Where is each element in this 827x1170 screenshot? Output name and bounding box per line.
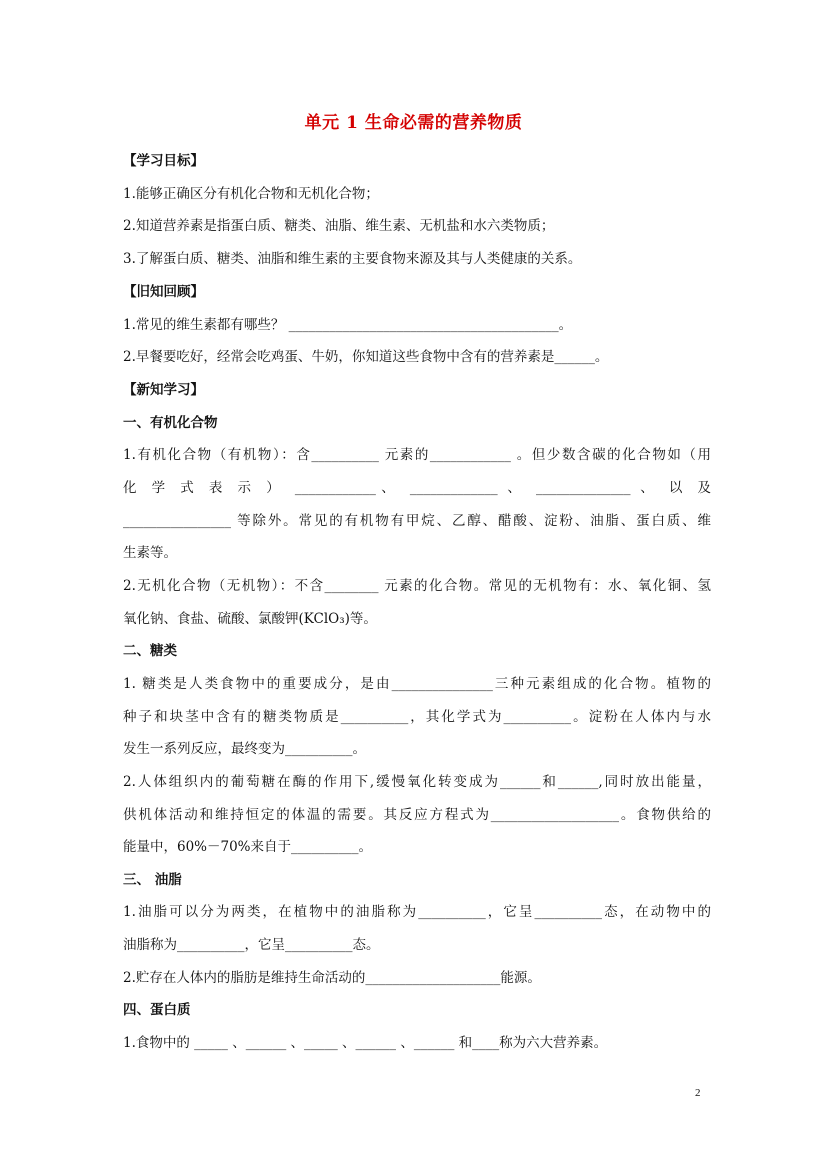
fats-paragraph-line-1: 1.油脂可以分为两类，在植物中的油脂称为__________，它呈__________态，在动物中的 — [123, 904, 711, 920]
fats-paragraph-2: 2.贮存在人体内的脂肪是维持生命活动的____________________能源。 — [123, 970, 541, 986]
protein-paragraph-1: 1.食物中的 _____ 、______ 、_____ 、______ 、______ 和____称为六大营养素。 — [123, 1035, 608, 1051]
subsection-sugars: 二、糖类 — [123, 643, 177, 659]
fats-paragraph-line-2: 油脂称为__________，它呈__________态。 — [123, 937, 380, 953]
section-heading-objectives: 【学习目标】 — [123, 153, 204, 169]
review-question-1: 1.常见的维生素都有哪些？ ________________________________________。 — [123, 317, 573, 333]
page-title: 单元 1 生命必需的营养物质 — [304, 113, 523, 133]
organic-paragraph-line-2: 化 学 式 表 示 ） ____________、 _____________ 、 ______________ 、 以 及 — [123, 480, 711, 496]
inorganic-paragraph-line-1: 2.无机化合物（无机物）：不含________ 元素的化合物。常见的无机物有：水、氧化铜、氢 — [123, 578, 711, 594]
subsection-fats: 三、 油脂 — [123, 872, 182, 888]
objective-3: 3.了解蛋白质、糖类、油脂和维生素的主要食物来源及其与人类健康的关系。 — [123, 251, 582, 267]
sugars-paragraph-line-1: 1. 糖类是人类食物中的重要成分，是由_______________三种元素组成的化合物。植物的 — [123, 676, 711, 692]
subsection-protein: 四、蛋白质 — [123, 1002, 191, 1018]
review-question-2: 2.早餐要吃好，经常会吃鸡蛋、牛奶，你知道这些食物中含有的营养素是______。 — [123, 349, 609, 365]
sugars-paragraph-line-2: 种子和块茎中含有的糖类物质是__________，其化学式为__________。淀粉在人体内与水 — [123, 709, 711, 725]
objective-1: 1.能够正确区分有机化合物和无机化合物； — [123, 186, 379, 202]
section-heading-new-learning: 【新知学习】 — [123, 382, 204, 398]
glucose-paragraph-line-3: 能量中，60%－70%来自于__________。 — [123, 839, 373, 855]
inorganic-paragraph-line-2: 氧化钠、食盐、硫酸、氯酸钾(KClO₃)等。 — [123, 611, 377, 627]
organic-paragraph-line-1: 1.有机化合物（有机物）：含__________ 元素的____________ 。但少数含碳的化合物如（用 — [123, 447, 711, 463]
glucose-paragraph-line-2: 供机体活动和维持恒定的体温的需要。其反应方程式为___________________。食物供给的 — [123, 807, 711, 823]
objective-2: 2.知道营养素是指蛋白质、糖类、油脂、维生素、无机盐和水六类物质； — [123, 218, 555, 234]
section-heading-review: 【旧知回顾】 — [123, 284, 204, 300]
sugars-paragraph-line-3: 发生一系列反应，最终变为__________。 — [123, 741, 366, 757]
page-number: 2 — [695, 1087, 701, 1099]
glucose-paragraph-line-1: 2.人体组织内的葡萄糖在酶的作用下,缓慢氧化转变成为______和______,同时放出能量， — [123, 774, 711, 790]
subsection-organic-compounds: 一、有机化合物 — [123, 415, 218, 431]
organic-paragraph-line-4: 生素等。 — [123, 545, 177, 561]
organic-paragraph-line-3: ________________ 等除外。常见的有机物有甲烷、乙醇、醋酸、淀粉、油脂、蛋白质、维 — [123, 513, 711, 529]
